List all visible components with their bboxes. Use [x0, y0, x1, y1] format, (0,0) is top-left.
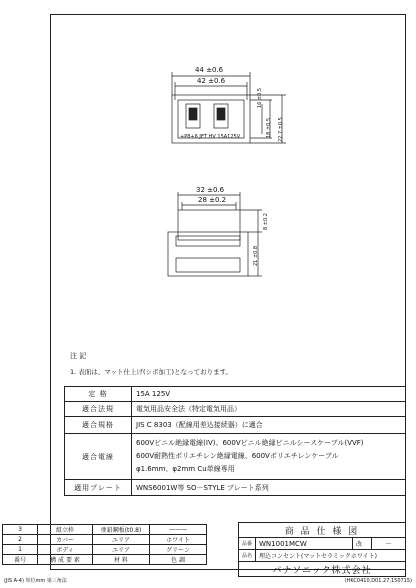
dim-42: 42 ±0.6 [197, 77, 226, 85]
spec-label: 適合法規 [65, 402, 132, 417]
side-view-upper [178, 210, 240, 240]
bom-part: ボディ [38, 545, 93, 555]
bom-part: 組立枠 [38, 525, 93, 535]
side-view-lower [168, 232, 248, 276]
product-name: 埋込コンセント(マットセラミックホワイト) [256, 550, 406, 562]
title-heading: 商 品 仕 様 図 [239, 523, 406, 538]
footer-doc-id: (HKC0410,D01.27,150715) [344, 578, 412, 584]
name-label: 品名 [239, 550, 256, 562]
dim-44: 44 ±0.6 [195, 66, 224, 74]
spec-value: 15A 125V [132, 387, 406, 402]
dim-18: 18 ±0.5 [266, 117, 272, 138]
notes-line-1: 1. 表面は、マット仕上げ(シボ加工)となっております。 [70, 368, 233, 376]
dim-28: 28 ±0.2 [198, 196, 227, 204]
spec-label: 適合規格 [65, 417, 132, 434]
bom-table [2, 524, 207, 565]
bom-header-color: 色 調 [150, 555, 207, 565]
spec-value: 電気用品安全法（特定電気用品） [132, 402, 406, 417]
bom-header-part: 構 成 要 素 [38, 555, 93, 565]
bom-header-material: 材 料 [93, 555, 150, 565]
wire-line-1: 600Vビニル絶縁電線(IV)、600Vビニル絶縁ビニルシースケーブル(VVF) [136, 439, 364, 447]
company-name: パナソニック株式会社 [239, 562, 406, 577]
bom-header-no: 番号 [3, 555, 38, 565]
bom-material: ユリア [93, 535, 150, 545]
bom-color: ——— [150, 525, 207, 535]
notes-title: 注 記 [70, 352, 87, 360]
product-marking: +P8+6 JET HV 15A125V [180, 134, 241, 140]
dim-21: 21 ±0.8 [253, 245, 259, 266]
wire-line-2: 600V耐熱性ポリエチレン絶縁電線、600Vポリエチレンケーブル [136, 452, 339, 460]
spec-value-wires [132, 434, 406, 480]
bom-no: 2 [3, 535, 38, 545]
spec-label: 定 格 [65, 387, 132, 402]
bom-no: 3 [3, 525, 38, 535]
wire-line-3: φ1.6mm、φ2mm Cu単線専用 [136, 465, 235, 473]
bom-material: ユリア [93, 545, 150, 555]
spec-value: JIS C 8303（配線用差込接続器）に適合 [132, 417, 406, 434]
dim-8: 8 ±0.2 [263, 213, 269, 230]
spec-label: 適合電線 [65, 434, 132, 480]
spec-label: 適用プレート [65, 480, 132, 496]
dim-22-7: 22.7 ±0.5 [278, 117, 284, 142]
bom-color: グリーン [150, 545, 207, 555]
bom-color: ホワイト [150, 535, 207, 545]
product-code: WN1001MCW [256, 538, 353, 550]
spec-value: WNS6001W等 SO－STYLE プレート系列 [132, 480, 406, 496]
bom-material: 亜鉛鋼板(t0.8) [93, 525, 150, 535]
dim-32: 32 ±0.6 [196, 186, 225, 194]
title-block [238, 522, 406, 577]
footer-scale: (JIS A-4) 単位mm 第三角法 [4, 578, 67, 584]
bom-no: 1 [3, 545, 38, 555]
revision: － [372, 538, 406, 550]
rev-label: 改 [353, 538, 372, 550]
spec-table [64, 386, 406, 496]
dim-16: 16 ±0.5 [257, 87, 263, 108]
bom-part: カバー [38, 535, 93, 545]
code-label: 品番 [239, 538, 256, 550]
